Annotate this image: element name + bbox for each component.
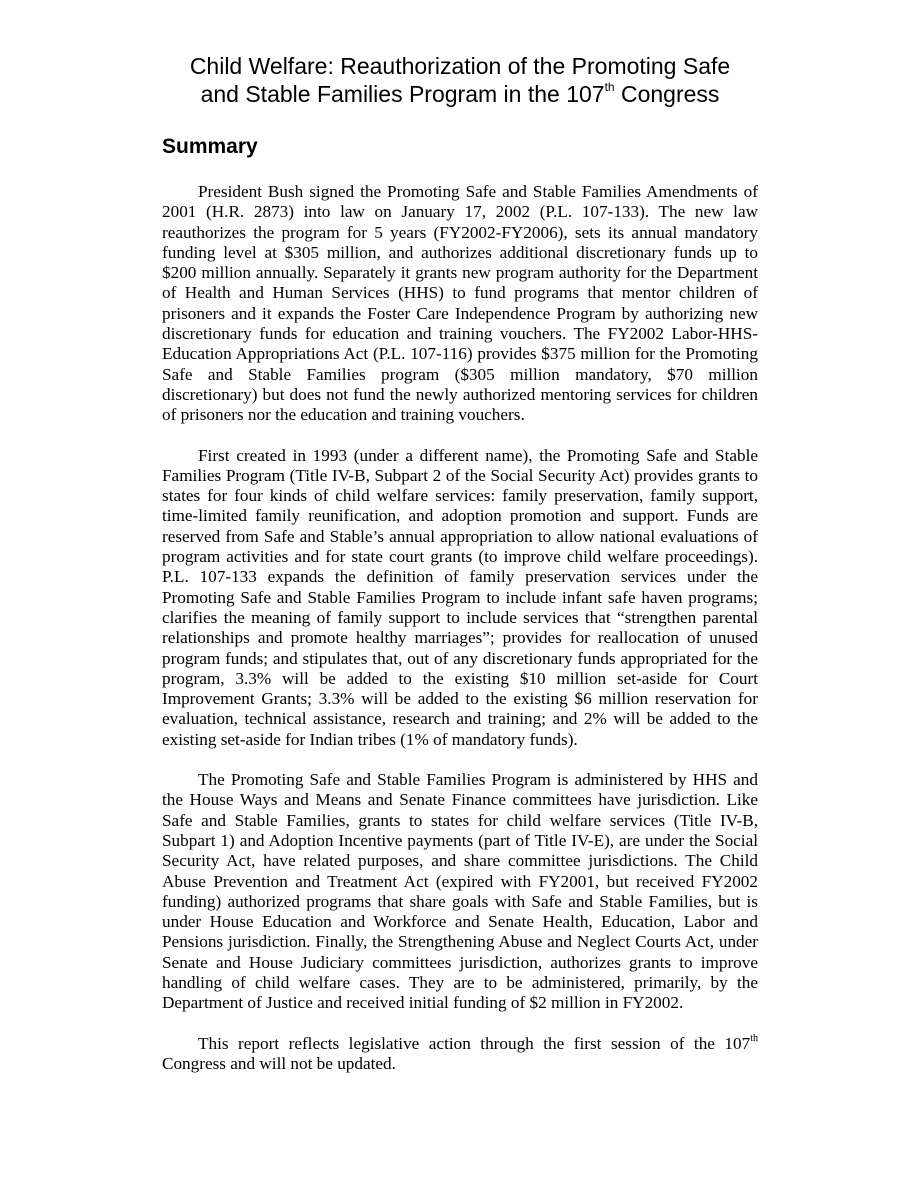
title-line-2-prefix: and Stable Families Program in the 107 — [200, 81, 605, 107]
summary-paragraph-2: First created in 1993 (under a different name), the Promoting Safe and Stable Families Program (Title IV-B, Subpart 2 of the Social Security Act) provides grants to states for four kinds of child welfare services: family preservation, family support, time-limited family reunification, and adoption promotion and support. Funds are reserved from Safe and Stable’s annual appropriation to allow national evaluations of program activities and for state court grants (to improve child welfare proceedings). P.L. 107-133 expands the definition of family preservation services under the Promoting Safe and Stable Families Program to include infant safe haven programs; clarifies the meaning of family support to include services that “strengthen parental relationships and promote healthy marriages”; provides for reallocation of unused program funds; and stipulates that, out of any discretionary funds appropriated for the program, 3.3% will be added to the existing $10 million set-aside for Court Improvement Grants; 3.3% will be added to the existing $6 million reservation for evaluation, technical assistance, research and training; and 2% will be added to the existing set-aside for Indian tribes (1% of mandatory funds). — [162, 445, 758, 749]
title-ordinal-suffix: th — [604, 80, 615, 95]
document-title — [162, 52, 758, 108]
summary-paragraph-1: President Bush signed the Promoting Safe and Stable Families Amendments of 2001 (H.R. 2873) into law on January 17, 2002 (P.L. 107-133). The new law reauthorizes the program for 5 years (FY2002-FY2006), sets its annual mandatory funding level at $305 million, and authorizes additional discretionary funds up to $200 million annually. Separately it grants new program authority for the Department of Health and Human Services (HHS) to fund programs that mentor children of prisoners and it expands the Foster Care Independence Program by authorizing new discretionary funds for education and training vouchers. The FY2002 Labor-HHS-Education Appropriations Act (P.L. 107-116) provides $375 million for the Promoting Safe and Stable Families program ($305 million mandatory, $70 million discretionary) but does not fund the newly authorized mentoring services for children of prisoners nor the education and training vouchers. — [162, 182, 758, 425]
title-line-2 — [201, 81, 720, 107]
final-paragraph-ordinal-suffix: th — [750, 1032, 758, 1044]
title-line-2-suffix: Congress — [614, 81, 720, 107]
final-paragraph-suffix: Congress and will not be updated. — [162, 1053, 396, 1073]
summary-paragraph-3: The Promoting Safe and Stable Families Program is administered by HHS and the House Ways and Means and Senate Finance committees have jurisdiction. Like Safe and Stable Families, grants to states for child welfare services (Title IV-B, Subpart 1) and Adoption Incentive payments (part of Title IV-E), are under the Social Security Act, have related purposes, and share committee jurisdictions. The Child Abuse Prevention and Treatment Act (expired with FY2001, but received FY2002 funding) authorized programs that share goals with Safe and Stable Families, but is under House Education and Workforce and Senate Health, Education, Labor and Pensions jurisdiction. Finally, the Strengthening Abuse and Neglect Courts Act, under Senate and House Judiciary committees jurisdiction, authorizes grants to improve handling of child welfare cases. They are to be administered, primarily, by the Department of Justice and received initial funding of $2 million in FY2002. — [162, 770, 758, 1013]
final-paragraph-prefix: This report reflects legislative action through the first session of the 107 — [198, 1033, 751, 1053]
document-page — [162, 52, 758, 1094]
section-heading-summary: Summary — [162, 135, 258, 158]
summary-paragraph-4 — [162, 1034, 758, 1075]
title-line-1: Child Welfare: Reauthorization of the Promoting Safe — [189, 53, 731, 79]
